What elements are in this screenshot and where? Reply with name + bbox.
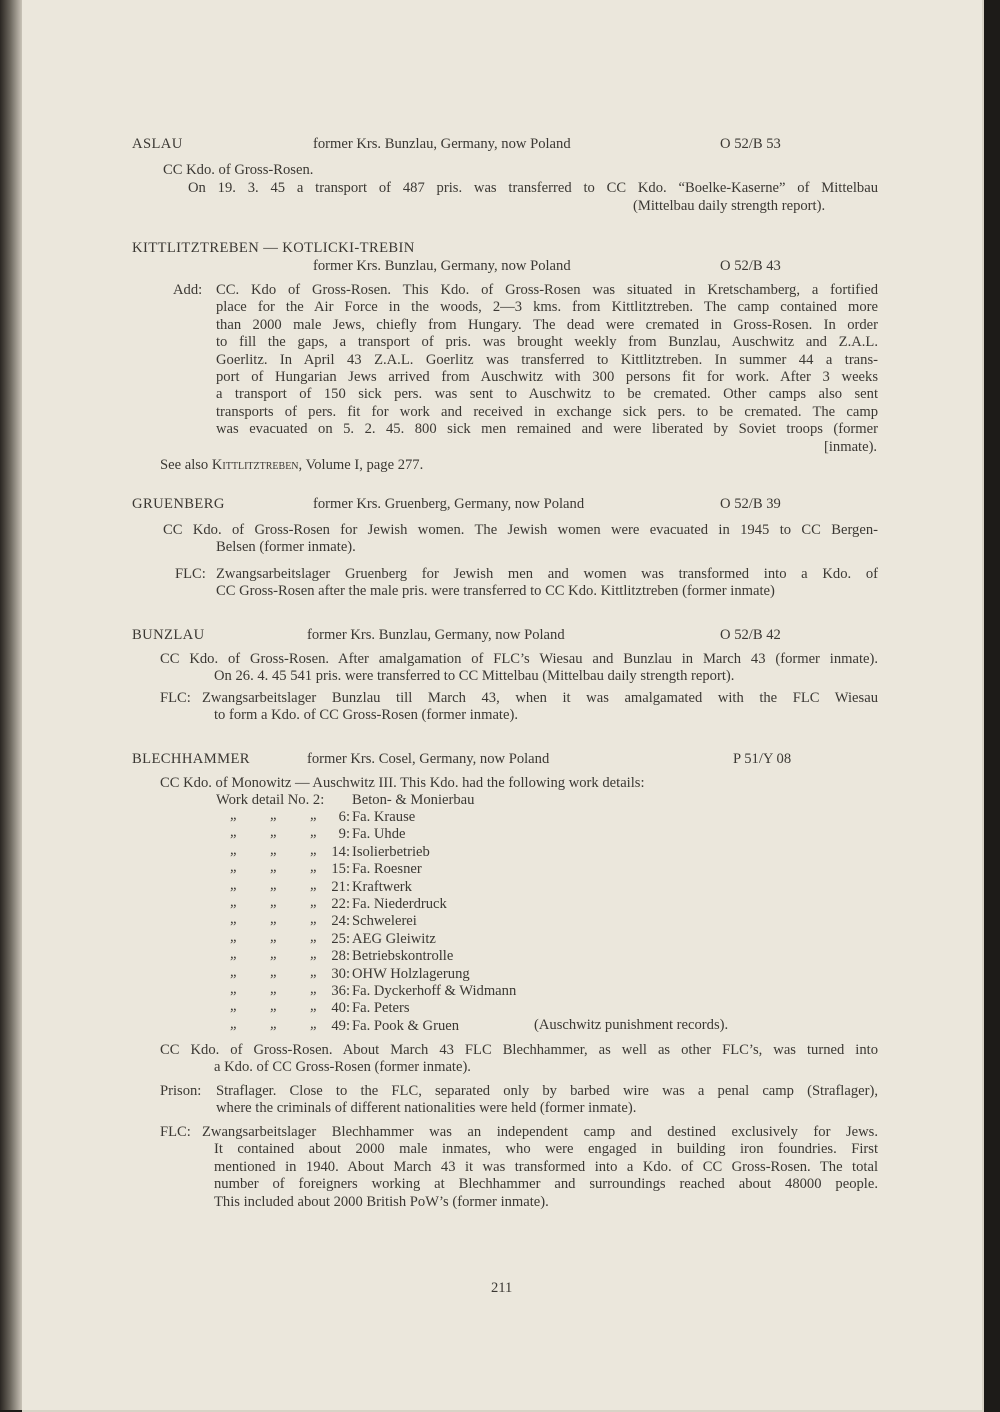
entry-code-blechhammer: P 51/Y 08 [733,751,792,767]
entry-location-kittlitztreben: former Krs. Bunzlau, Germany, now Poland [313,258,571,274]
entry-text-kittlitztreben [216,282,878,439]
entry-code-bunzlau: O 52/B 42 [720,627,781,643]
ditto-mark: „ [230,824,237,841]
ditto-mark: „ [310,981,317,997]
entry-text-blechhammer-cc2 [160,1042,878,1077]
work-detail-number: 24: [331,913,350,930]
work-detail-name: Fa. Niederdruck [352,896,447,912]
ditto-mark: „ [230,981,237,997]
bunzlau-cc-line: CC Kdo. of Gross-Rosen. After amalgamation of FLC’s Wiesau and Bunzlau in March 43 (former inmate). [160,651,878,667]
entry-text-aslau-2: On 19. 3. 45 a transport of 487 pris. was transferred to CC Kdo. “Boelke-Kaserne” of Mittelbau [188,180,878,196]
ditto-mark: „ [230,894,237,910]
bunzlau-flc-line: Zwangsarbeitslager Bunzlau till March 43, when it was amalgamated with the FLC Wiesau [202,690,878,706]
work-detail-number: 25: [331,930,350,947]
ditto-mark: „ [310,1015,317,1032]
entry-name-kittlitztreben: KITTLITZTREBEN — KOTLICKI-TREBIN [132,240,415,256]
kittlitz-line: place for the Air Force in the woods, 2—3 kms. from Kittlitztreben. The camp contained more [216,299,878,316]
kittlitz-line: Goerlitz. In April 43 Z.A.L. Goerlitz was transferred to Kittlitztreben. In summer 44 a trans- [216,351,878,368]
work-detail-first-name: Beton- & Monierbau [352,792,475,808]
gruenberg-cc-line: Belsen (former inmate). [216,539,356,556]
ditto-mark: „ [310,928,317,945]
ditto-mark: „ [310,894,317,910]
ditto-mark: „ [270,841,277,858]
entry-location-aslau: former Krs. Bunzlau, Germany, now Poland [313,136,571,152]
ditto-mark: „ [310,841,317,858]
entry-text-aslau-2-wrap [188,180,878,197]
entry-code-kittlitztreben: O 52/B 43 [720,258,781,274]
work-detail-number: 22: [331,896,350,912]
entry-location-blechhammer: former Krs. Cosel, Germany, now Poland [307,751,550,767]
work-detail-name: Fa. Pook & Gruen [352,1017,460,1034]
gruenberg-flc-line: CC Gross-Rosen after the male pris. were transferred to CC Kdo. Kittlitztreben (former inmate) [216,583,775,600]
gruenberg-flc-line: Zwangsarbeitslager Gruenberg for Jewish men and women was transformed into a Kdo. of [216,566,878,582]
work-detail-first-prefix: Work detail No. 2: [216,792,325,808]
ditto-mark: „ [270,894,277,910]
blechhammer-flc-line: It contained about 2000 male inmates, who were engaged in building iron foundries. First [214,1141,878,1158]
blechhammer-flc-line: number of foreigners working at Blechhammer and surroundings reached about 48000 people. [214,1176,878,1193]
work-detail-name: Fa. Krause [352,809,416,825]
work-detail-name: Fa. Peters [352,1000,410,1017]
ditto-mark: „ [230,911,237,928]
ditto-mark: „ [270,963,277,980]
kittlitz-last-line: [inmate). [824,439,878,455]
entry-name-blechhammer: BLECHHAMMER [132,751,250,767]
work-detail-number: 6: [338,809,350,825]
entry-code-aslau: O 52/B 53 [720,136,781,152]
blechhammer-cc2-line: CC Kdo. of Gross-Rosen. About March 43 FLC Blechhammer, as well as other FLC’s, was turned into [160,1042,878,1058]
blechhammer-cc2-line: a Kdo. of CC Gross-Rosen (former inmate). [214,1059,471,1076]
work-detail-name: Isolierbetrieb [352,843,430,860]
ditto-mark: „ [230,946,237,963]
work-detail-number: 49: [331,1017,350,1034]
entry-text-bunzlau-cc [160,651,878,686]
ditto-mark: „ [270,876,277,893]
work-detail-name: Schwelerei [352,913,417,930]
ditto-mark: „ [230,963,237,980]
blechhammer-flc-line: Zwangsarbeitslager Blechhammer was an independent camp and destined exclusively for Jews. [202,1124,878,1140]
entry-label-flc-blechhammer: FLC: [160,1124,191,1140]
entry-text-aslau-3: (Mittelbau daily strength report). [633,198,826,214]
entry-location-gruenberg: former Krs. Gruenberg, Germany, now Poland [313,496,585,512]
blechhammer-intro: CC Kdo. of Monowitz — Auschwitz III. This Kdo. had the following work details: [160,775,645,791]
entry-label-flc-gruenberg: FLC: [175,566,206,582]
ditto-mark: „ [270,946,277,963]
entry-text-gruenberg-cc [163,522,878,557]
entry-label-prison: Prison: [160,1083,202,1099]
ditto-mark: „ [270,998,277,1015]
work-detail-name: Kraftwerk [352,878,412,895]
ditto-mark: „ [230,807,237,823]
ditto-mark: „ [310,946,317,963]
entry-text-gruenberg-flc [216,566,878,601]
ditto-mark: „ [310,911,317,928]
work-detail-number: 36: [331,983,350,999]
see-also-reference [160,457,423,474]
ditto-mark: „ [230,841,237,858]
work-detail-name: Betriebskontrolle [352,948,454,965]
work-detail-name: OHW Holzlagerung [352,965,470,982]
ditto-mark: „ [270,807,277,823]
work-detail-number: 9: [338,826,350,843]
kittlitz-line: to fill the gaps, a transport of pris. was brought weekly from Bunzlau, Auschwitz and Z.A.L. [216,334,878,351]
ditto-mark: „ [270,928,277,945]
gruenberg-cc-line: CC Kdo. of Gross-Rosen for Jewish women. The Jewish women were evacuated in 1945 to CC Bergen- [163,522,878,538]
work-detail-name: Fa. Uhde [352,826,406,843]
prison-line: where the criminals of different nationalities were held (former inmate). [216,1100,637,1117]
entry-text-blechhammer-flc [202,1124,878,1211]
entry-text-blechhammer-prison [216,1083,878,1118]
bunzlau-flc-line: to form a Kdo. of CC Gross-Rosen (former inmate). [214,707,518,724]
ditto-mark: „ [270,824,277,841]
ditto-mark: „ [270,911,277,928]
entry-code-gruenberg: O 52/B 39 [720,496,781,512]
ditto-mark: „ [230,859,237,876]
see-also-name: Kittlitztreben [211,457,299,473]
ditto-mark: „ [230,1015,237,1032]
kittlitz-line: transports of pers. fit for work and received in exchange sick pers. to be cremated. The camp [216,403,878,420]
kittlitz-line: was evacuated on 5. 2. 45. 800 sick men remained and were liberated by Soviet troops (former [216,421,878,438]
work-detail-number: 14: [331,843,350,860]
prison-line: Straflager. Close to the FLC, separated only by barbed wire was a penal camp (Straflager), [216,1083,878,1099]
ditto-mark: „ [310,807,317,823]
kittlitz-line: than 2000 male Jews, chiefly from Hungary. The dead were cremated in Gross-Rosen. In order [216,316,878,333]
entry-name-bunzlau: BUNZLAU [132,627,205,643]
ditto-mark: „ [270,1015,277,1032]
see-also-suffix: , Volume I, page 277. [298,457,424,473]
book-gutter [0,0,22,1410]
work-detail-name: Fa. Roesner [352,861,422,878]
work-detail-name: Fa. Dyckerhoff & Widmann [352,983,517,999]
ditto-mark: „ [310,876,317,893]
blechhammer-flc-line: This included about 2000 British PoW’s (former inmate). [214,1193,549,1210]
ditto-mark: „ [230,876,237,893]
kittlitz-line: a transport of 150 sick pers. was sent to Auschwitz to be cremated. Other camps also sent [216,386,878,403]
bunzlau-cc-line: On 26. 4. 45 541 pris. were transferred to CC Mittelbau (Mittelbau daily strength report). [214,668,735,685]
entry-label-flc-bunzlau: FLC: [160,690,191,706]
blechhammer-flc-line: mentioned in 1940. About March 43 it was transformed into a Kdo. of CC Gross-Rosen. The total [214,1158,878,1175]
page-number: 211 [491,1280,513,1296]
work-detail-number: 15: [331,861,350,878]
ditto-mark: „ [310,824,317,841]
see-also-prefix: See also [160,457,209,473]
ditto-mark: „ [270,859,277,876]
kittlitz-line: port of Hungarian Jews arrived from Auschwitz with 300 persons fit for work. After 3 weeks [216,369,878,386]
work-detail-number: 28: [331,948,350,965]
work-detail-name: AEG Gleiwitz [352,930,436,947]
entry-name-aslau: ASLAU [132,136,183,152]
work-detail-number: 40: [331,1000,350,1017]
ditto-mark: „ [310,998,317,1015]
ditto-mark: „ [230,928,237,945]
entry-name-gruenberg: GRUENBERG [132,496,225,512]
work-details-source: (Auschwitz punishment records). [534,1017,729,1033]
ditto-mark: „ [230,998,237,1015]
ditto-mark: „ [270,981,277,997]
ditto-mark: „ [310,963,317,980]
ditto-mark: „ [310,859,317,876]
entry-text-bunzlau-flc [202,690,878,725]
work-detail-number: 30: [331,965,350,982]
entry-label-add: Add: [173,282,203,298]
entry-location-bunzlau: former Krs. Bunzlau, Germany, now Poland [307,627,565,643]
work-detail-number: 21: [331,878,350,895]
entry-text-aslau-1: CC Kdo. of Gross-Rosen. [163,162,314,178]
kittlitz-line: CC. Kdo of Gross-Rosen. This Kdo. of Gross-Rosen was situated in Kretschamberg, a fortified [216,282,878,298]
